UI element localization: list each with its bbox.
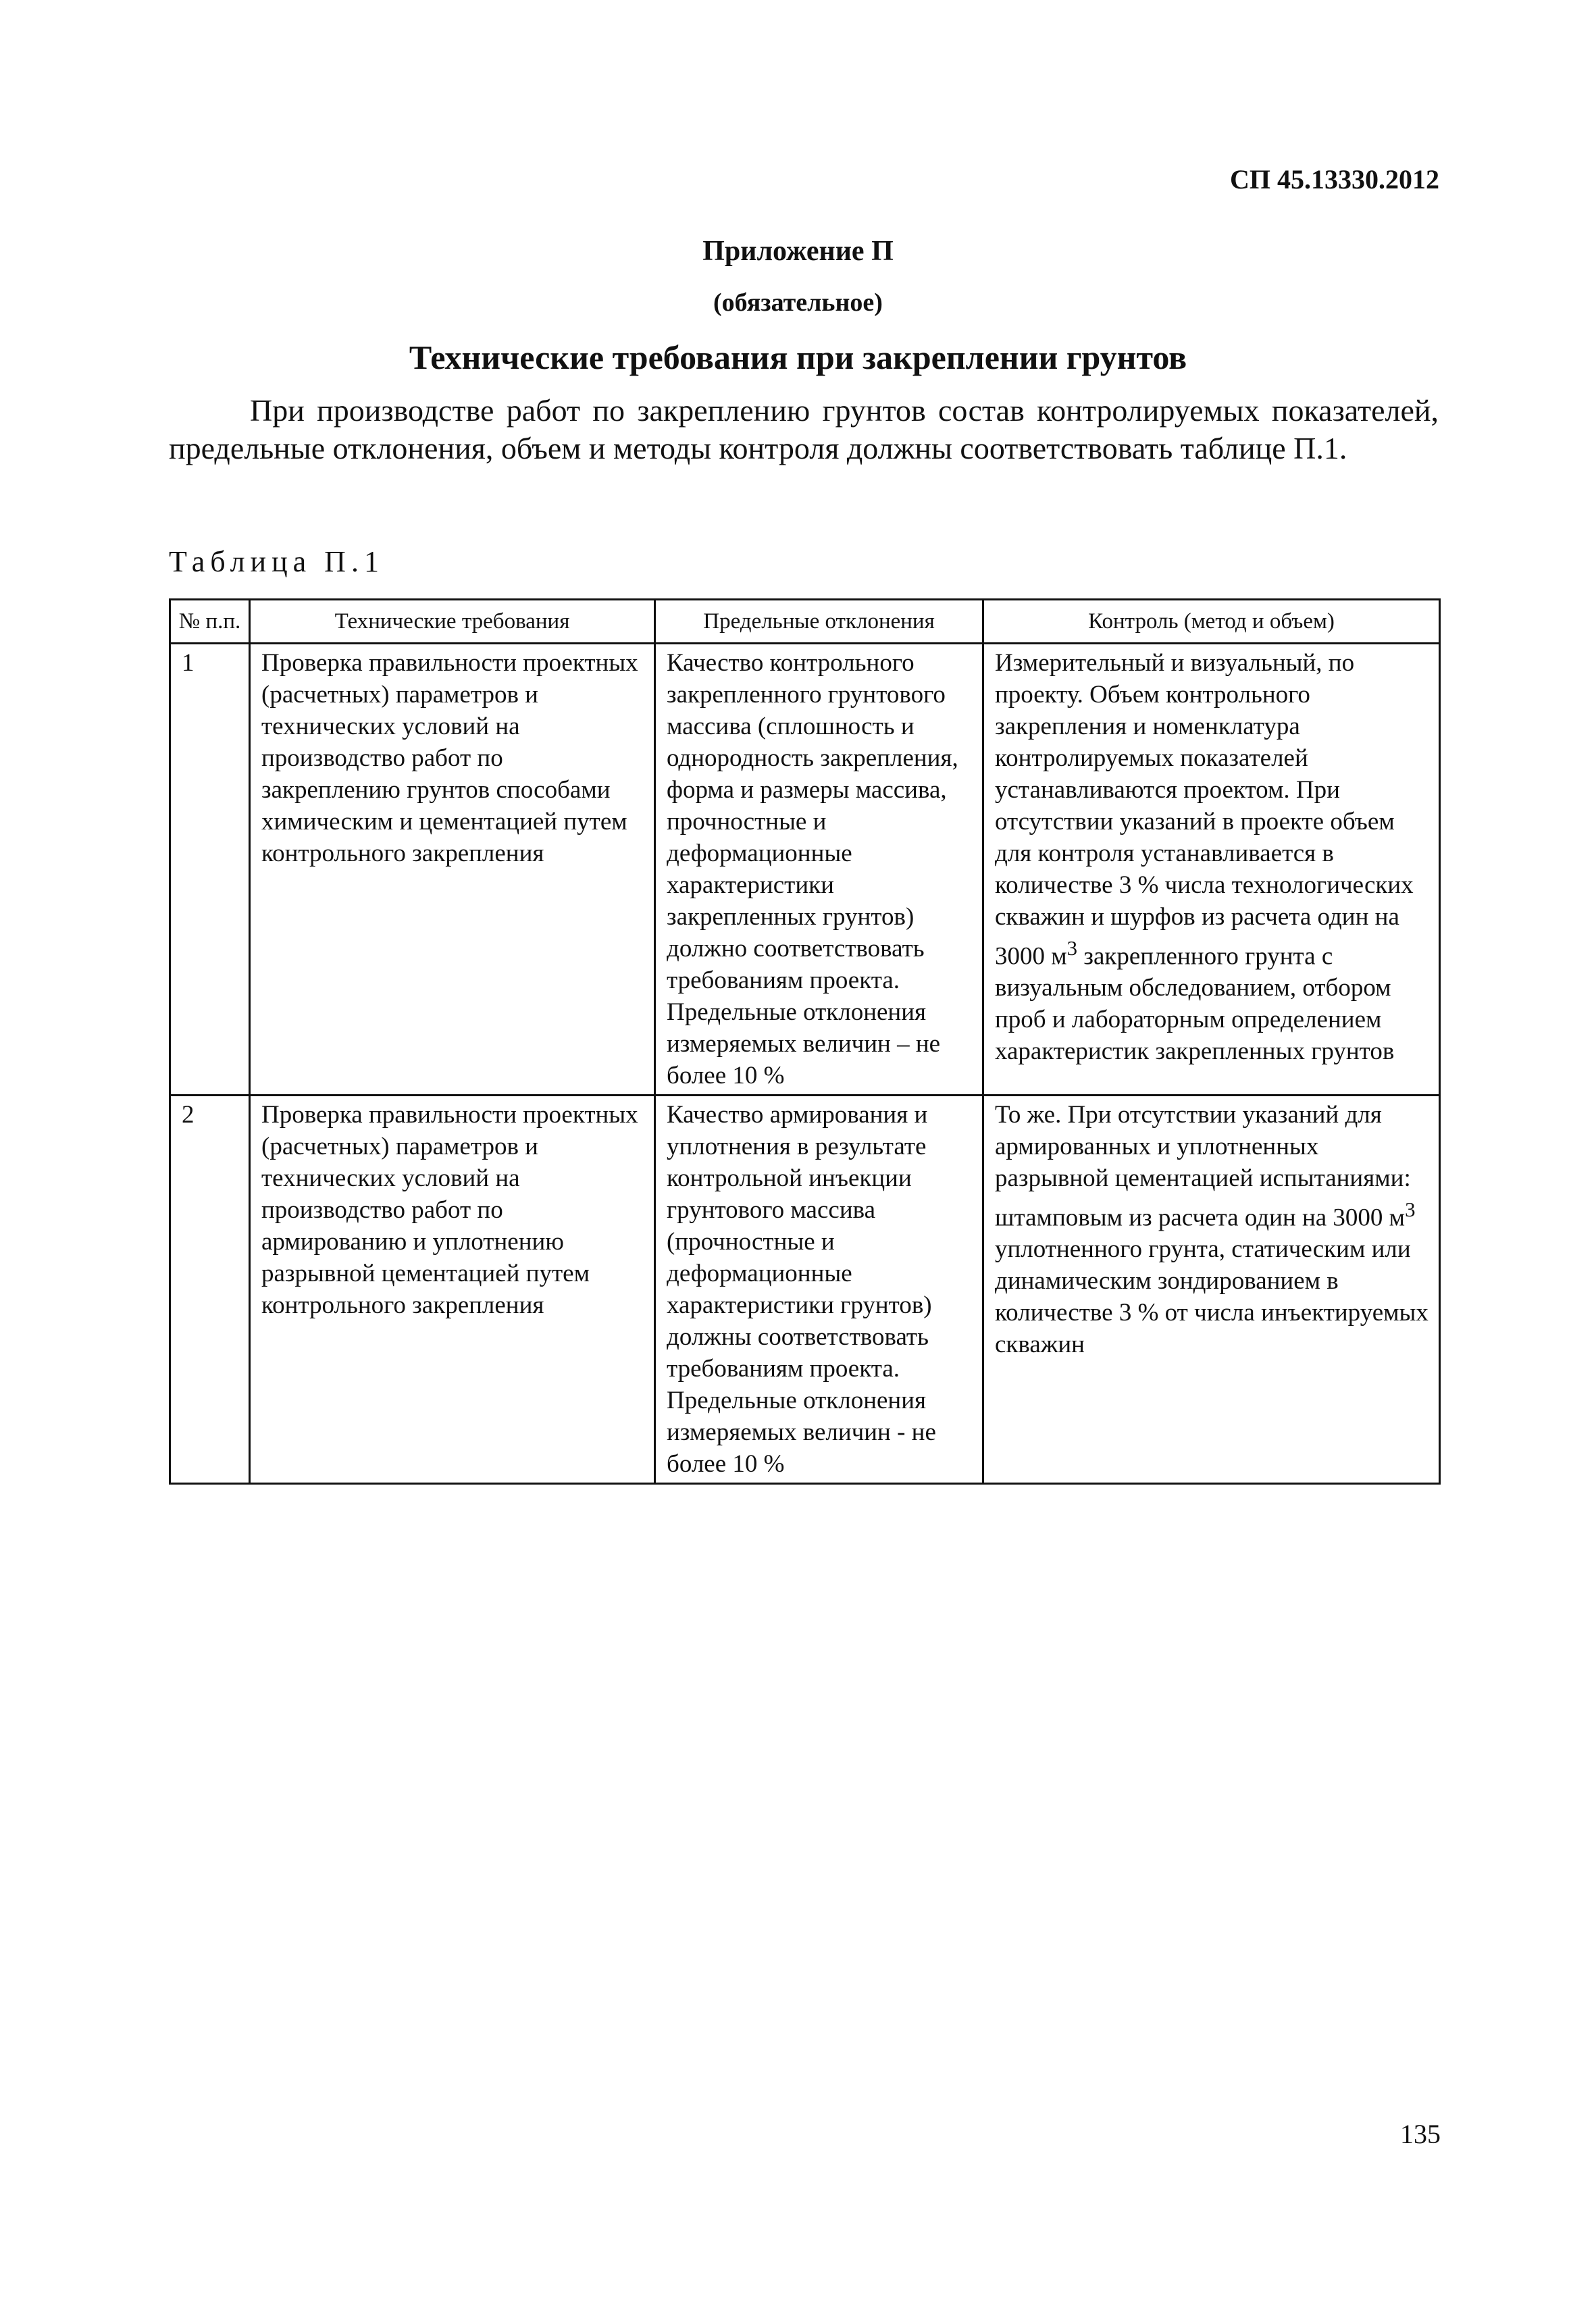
unit-superscript: 3	[1405, 1198, 1416, 1221]
table-row	[170, 644, 1440, 1096]
row-deviations: Качество контрольного закрепленного грунтового массива (сплошность и однородность закрепления, форма и размеры массива, прочностные и деформационные характеристики закрепленных грунтов) должно соответствовать требованиям проекта. Предельные отклонения измеряемых величин – не более 10 %	[655, 644, 983, 1096]
page-number: 135	[1400, 2119, 1441, 2149]
row-requirements: Проверка правильности проектных (расчетных) параметров и технических условий на производство работ по закреплению грунтов способами химическим и цементацией путем контрольного закрепления	[250, 644, 655, 1096]
section-heading: Технические требования при закреплении грунтов	[409, 338, 1187, 376]
row-number: 2	[170, 1096, 250, 1484]
document-code: СП 45.13330.2012	[1230, 164, 1439, 195]
requirements-table	[169, 598, 1441, 1485]
header-deviations: Предельные отклонения	[655, 600, 983, 644]
header-requirements: Технические требования	[250, 600, 655, 644]
table-caption: Таблица П.1	[169, 545, 384, 578]
appendix-title: Приложение П	[702, 236, 894, 267]
row-deviations: Качество армирования и уплотнения в результате контрольной инъекции грунтового массива (прочностные и деформационные характеристики грунтов) должны соответствовать требованиям проекта. Предельные отклонения измеряемых величин - не более 10 %	[655, 1096, 983, 1484]
table-row	[170, 1096, 1440, 1484]
table-header-row	[170, 600, 1440, 644]
row-number: 1	[170, 644, 250, 1096]
unit-superscript: 3	[1066, 937, 1078, 960]
row-requirements: Проверка правильности проектных (расчетных) параметров и технических условий на производство работ по армированию и уплотнению разрывной цементацией путем контрольного закрепления	[250, 1096, 655, 1484]
header-control: Контроль (метод и объем)	[983, 600, 1440, 644]
appendix-status: (обязательное)	[713, 288, 883, 317]
row-control	[983, 1096, 1440, 1484]
control-text: То же. При отсутствии указаний для армированных и уплотненных разрывной цементацией испытаниями: штамповым из расчета один на 3000 м	[995, 1101, 1411, 1232]
intro-paragraph: При производстве работ по закреплению грунтов состав контролируемых показателей, предельные отклонения, объем и методы контроля должны соответствовать таблице П.1.	[169, 393, 1439, 465]
control-text: Измерительный и визуальный, по проекту. Объем контрольного закрепления и номенклатура контролируемых показателей устанавливаются проектом. При отсутствии указаний в проекте объем для контроля устанавливается в количестве 3 % числа технологических скважин и шурфов из расчета один на 3000 м	[995, 649, 1414, 971]
header-num: № п.п.	[170, 600, 250, 644]
row-control	[983, 644, 1440, 1096]
control-text-continued: закрепленного грунта с визуальным обследованием, отбором проб и лабораторным определением характеристик закрепленных грунтов	[995, 942, 1395, 1066]
control-text-continued: уплотненного грунта, статическим или динамическим зондированием в количестве 3 % от числа инъектируемых скважин	[995, 1235, 1428, 1359]
